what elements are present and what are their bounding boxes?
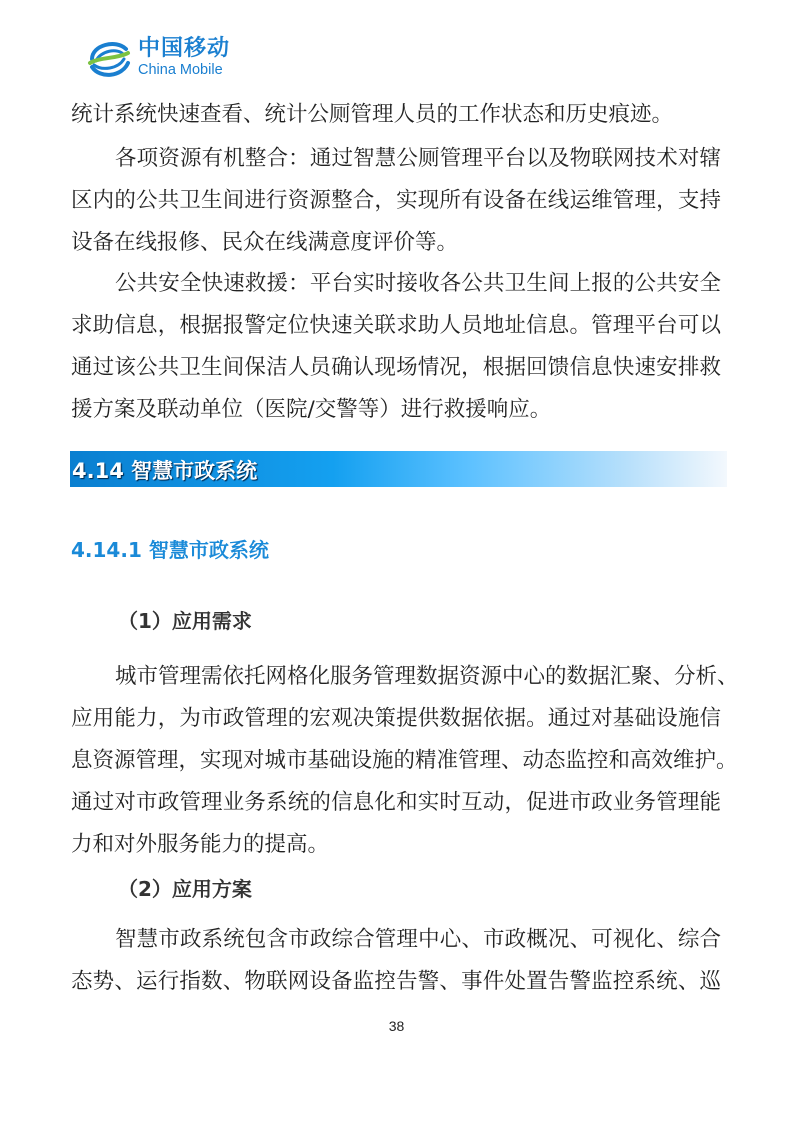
paragraph-line: 息资源管理，实现对城市基础设施的精准管理、动态监控和高效维护。 xyxy=(71,748,738,773)
paragraph-line: 通过该公共卫生间保洁人员确认现场情况，根据回馈信息快速安排救 xyxy=(71,355,721,380)
paragraph-line: 智慧市政系统包含市政综合管理中心、市政概况、可视化、综合 xyxy=(115,927,721,952)
paragraph-line: 城市管理需依托网格化服务管理数据资源中心的数据汇聚、分析、 xyxy=(115,664,739,689)
paragraph-line: 通过对市政管理业务系统的信息化和实时互动，促进市政业务管理能 xyxy=(71,790,721,815)
section-heading-bar xyxy=(70,451,727,487)
paragraph-line: 公共安全快速救援：平台实时接收各公共卫生间上报的公共安全 xyxy=(115,271,721,296)
page-number: 38 xyxy=(388,1018,405,1034)
subsection-heading: 4.14.1 智慧市政系统 xyxy=(71,538,269,562)
logo-cn-text: 中国移动 xyxy=(138,36,231,62)
heading-application-plan: （2）应用方案 xyxy=(118,877,252,901)
paragraph-line: 态势、运行指数、物联网设备监控告警、事件处置告警监控系统、巡 xyxy=(71,969,721,994)
paragraph-line: 求助信息，根据报警定位快速关联求助人员地址信息。管理平台可以 xyxy=(71,313,721,338)
heading-application-need: （1）应用需求 xyxy=(118,609,252,633)
paragraph-line: 区内的公共卫生间进行资源整合，实现所有设备在线运维管理，支持 xyxy=(71,188,721,213)
paragraph-line: 援方案及联动单位（医院/交警等）进行救援响应。 xyxy=(71,397,552,422)
paragraph-line: 各项资源有机整合：通过智慧公厕管理平台以及物联网技术对辖 xyxy=(115,146,721,171)
paragraph-line: 统计系统快速查看、统计公厕管理人员的工作状态和历史痕迹。 xyxy=(71,102,674,127)
china-mobile-logo-icon xyxy=(86,37,132,79)
paragraph-line: 设备在线报修、民众在线满意度评价等。 xyxy=(71,230,459,255)
paragraph-line: 力和对外服务能力的提高。 xyxy=(71,832,330,857)
section-heading: 4.14 智慧市政系统 xyxy=(72,459,258,483)
paragraph-line: 应用能力，为市政管理的宏观决策提供数据依据。通过对基础设施信 xyxy=(71,706,721,731)
logo-en-text: China Mobile xyxy=(138,62,223,79)
china-mobile-logo xyxy=(86,37,230,79)
